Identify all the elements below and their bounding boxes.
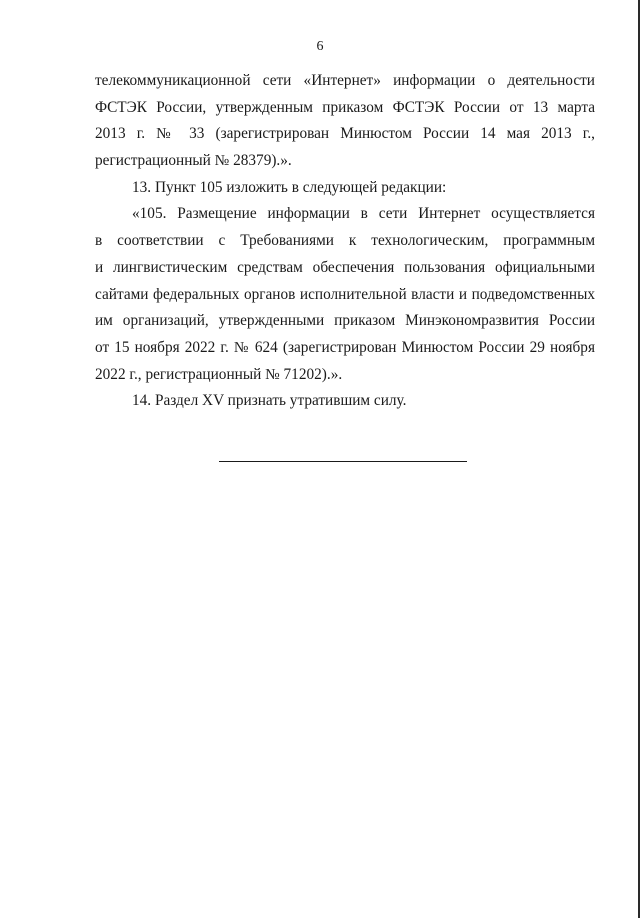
- text-line: и лингвистическим средствам обеспечения пользования официальными: [95, 258, 595, 276]
- text-line: им организаций, утвержденными приказом Минэкономразвития России: [95, 312, 595, 330]
- text-line: от 15 ноября 2022 г. № 624 (зарегистрирован Минюстом России 29 ноября: [95, 338, 595, 356]
- text-line: в соответствии с Требованиями к технологическим, программным: [95, 232, 595, 250]
- text-line: 2022 г., регистрационный № 71202).».: [95, 365, 343, 383]
- text-line: телекоммуникационной сети «Интернет» информации о деятельности: [95, 72, 595, 89]
- document-body: [95, 68, 595, 415]
- text-line: 14. Раздел XV признать утратившим силу.: [132, 392, 407, 410]
- text-line: ФСТЭК России, утвержденным приказом ФСТЭК России от 13 марта: [95, 98, 595, 116]
- paragraph-item-14: [95, 388, 595, 415]
- closing-separator-line: [219, 461, 467, 462]
- paragraph-item-105: [95, 201, 595, 388]
- text-line: сайтами федеральных органов исполнительной власти и подведомственных: [95, 285, 595, 303]
- text-line: 13. Пункт 105 изложить в следующей редакции:: [132, 178, 447, 196]
- paragraph-continuation: [95, 68, 595, 175]
- paragraph-item-13: [95, 175, 595, 202]
- text-line: 2013 г. № 33 (зарегистрирован Минюстом России 14 мая 2013 г.,: [95, 125, 595, 143]
- page-number: 6: [316, 39, 324, 54]
- text-line: «105. Размещение информации в сети Интернет осуществляется: [132, 205, 595, 223]
- text-line: регистрационный № 28379).».: [95, 152, 292, 170]
